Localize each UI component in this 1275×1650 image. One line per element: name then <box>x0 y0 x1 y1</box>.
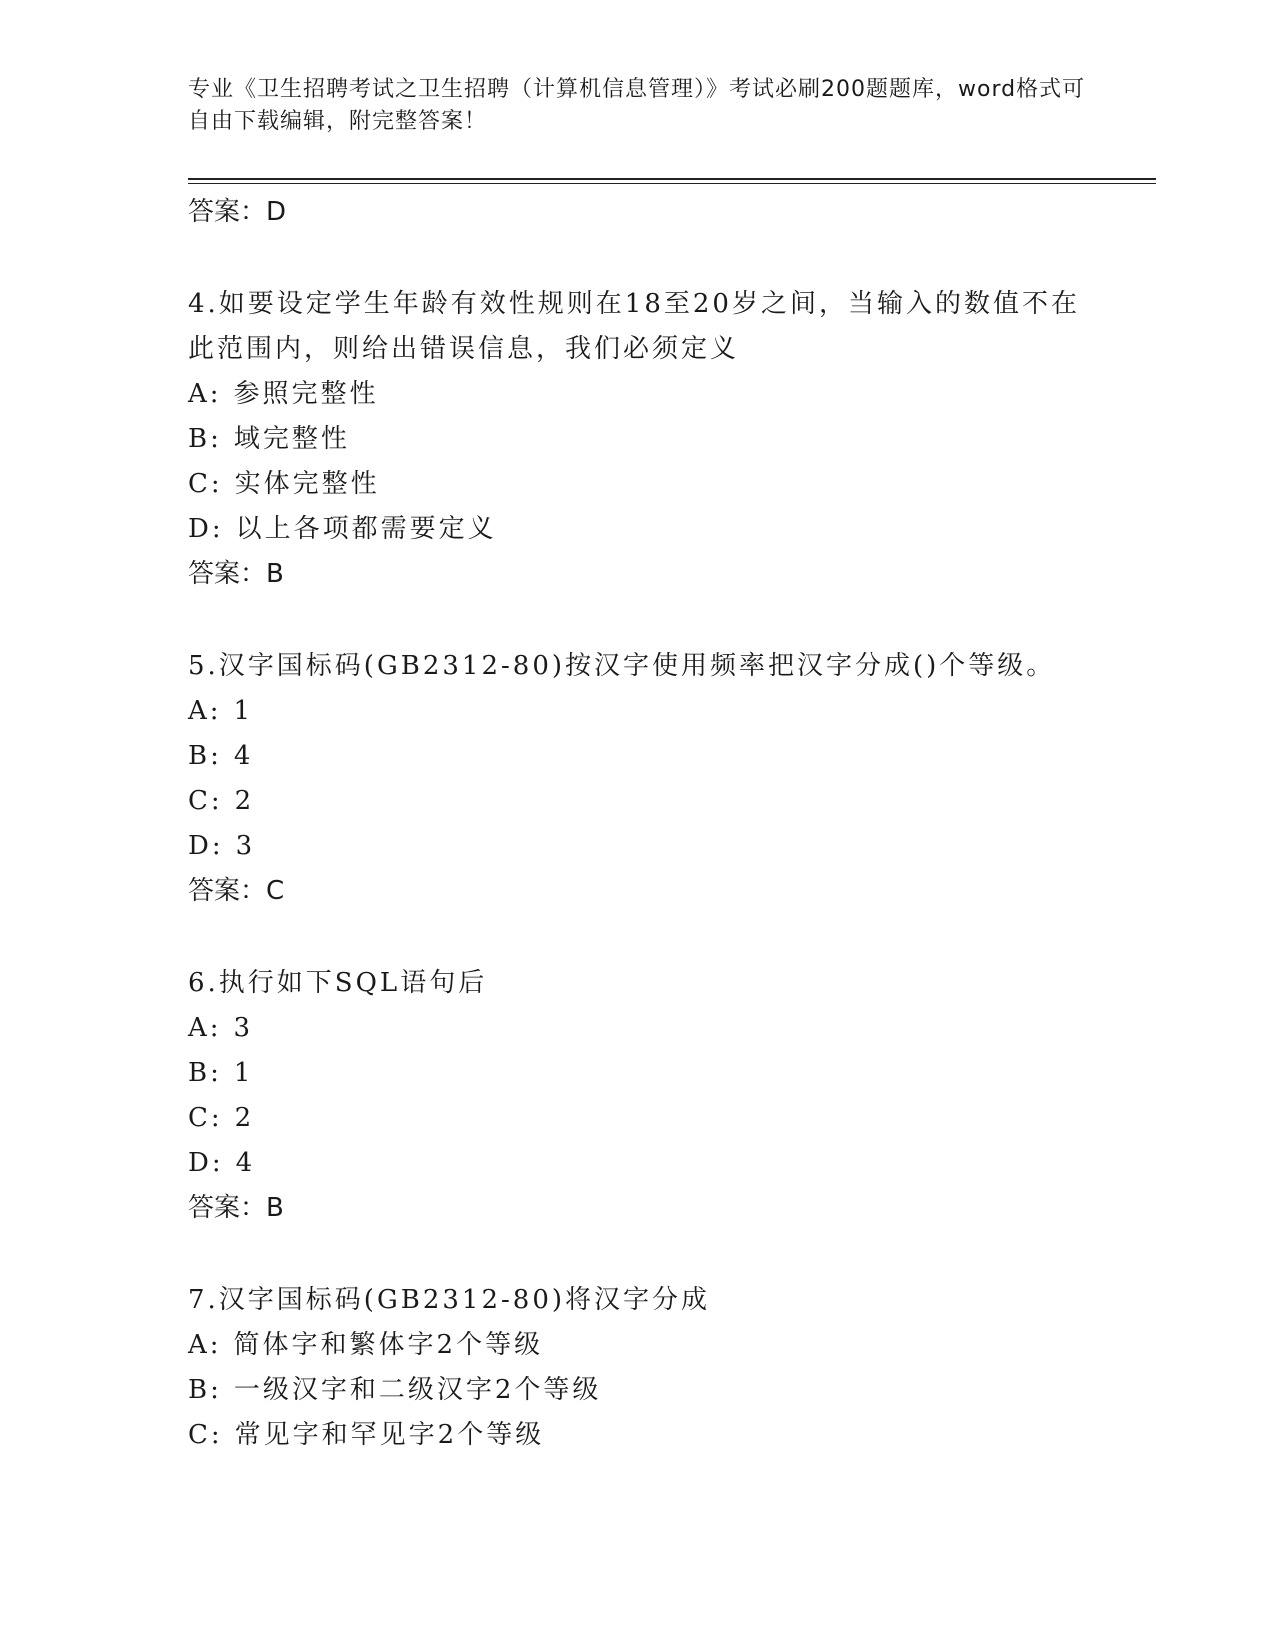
option-text: 4 <box>235 1148 256 1178</box>
option-a <box>188 689 1088 734</box>
option-a <box>188 1006 1088 1051</box>
option-c <box>188 779 1088 824</box>
option-text: 域完整性 <box>233 424 350 454</box>
option-text: 常见字和罕见字2个等级 <box>234 1420 545 1450</box>
option-a <box>188 372 1088 417</box>
question-block <box>188 644 1088 914</box>
answer-line: 答案：B <box>188 559 284 589</box>
header-divider-thick <box>188 178 1156 180</box>
question-block <box>188 282 1088 597</box>
option-text: 简体字和繁体字2个等级 <box>233 1330 544 1360</box>
option-label: C: <box>188 1103 223 1133</box>
option-d <box>188 1141 1088 1186</box>
option-text: 2 <box>234 1103 255 1133</box>
answer-line: 答案：C <box>188 876 285 906</box>
option-text: 1 <box>233 1058 254 1088</box>
option-d <box>188 507 1088 552</box>
option-label: D: <box>188 1148 224 1178</box>
option-b <box>188 734 1088 779</box>
question-block <box>188 961 1088 1231</box>
option-label: B: <box>188 1375 222 1405</box>
option-d <box>188 824 1088 869</box>
option-label: A: <box>188 379 222 409</box>
document-content <box>188 190 1088 1458</box>
option-b <box>188 1368 1088 1413</box>
option-text: 3 <box>233 1013 254 1043</box>
option-text: 实体完整性 <box>234 469 380 499</box>
option-text: 以上各项都需要定义 <box>235 514 497 544</box>
option-c <box>188 462 1088 507</box>
document-header: 专业《卫生招聘考试之卫生招聘（计算机信息管理）》考试必刷200题题库，word格式可自由下载编辑，附完整答案！ <box>188 77 1086 134</box>
question-text: 6.执行如下SQL语句后 <box>188 968 488 998</box>
option-label: C: <box>188 1420 223 1450</box>
option-text: 参照完整性 <box>233 379 379 409</box>
question-text: 4.如要设定学生年龄有效性规则在18至20岁之间，当输入的数值不在此范围内，则给出错误信息，我们必须定义 <box>188 289 1080 364</box>
option-b <box>188 1051 1088 1096</box>
header-divider-thin <box>188 183 1156 184</box>
option-label: B: <box>188 1058 222 1088</box>
option-label: A: <box>188 696 222 726</box>
question-block <box>188 1278 1088 1458</box>
question-text: 7.汉字国标码(GB2312-80)将汉字分成 <box>188 1285 711 1315</box>
option-text: 3 <box>235 831 256 861</box>
option-label: C: <box>188 786 223 816</box>
option-b <box>188 417 1088 462</box>
option-c <box>188 1096 1088 1141</box>
option-label: C: <box>188 469 223 499</box>
option-a <box>188 1323 1088 1368</box>
answer-line: 答案：B <box>188 1193 284 1223</box>
question-text: 5.汉字国标码(GB2312-80)按汉字使用频率把汉字分成()个等级。 <box>188 651 1056 681</box>
option-label: A: <box>188 1330 222 1360</box>
option-c <box>188 1413 1088 1458</box>
option-label: B: <box>188 424 222 454</box>
option-text: 2 <box>234 786 255 816</box>
answer-line: 答案：D <box>188 197 287 227</box>
option-label: A: <box>188 1013 222 1043</box>
option-label: D: <box>188 831 224 861</box>
option-label: B: <box>188 741 222 771</box>
option-text: 1 <box>233 696 254 726</box>
option-label: D: <box>188 514 224 544</box>
option-text: 4 <box>233 741 254 771</box>
option-text: 一级汉字和二级汉字2个等级 <box>233 1375 602 1405</box>
